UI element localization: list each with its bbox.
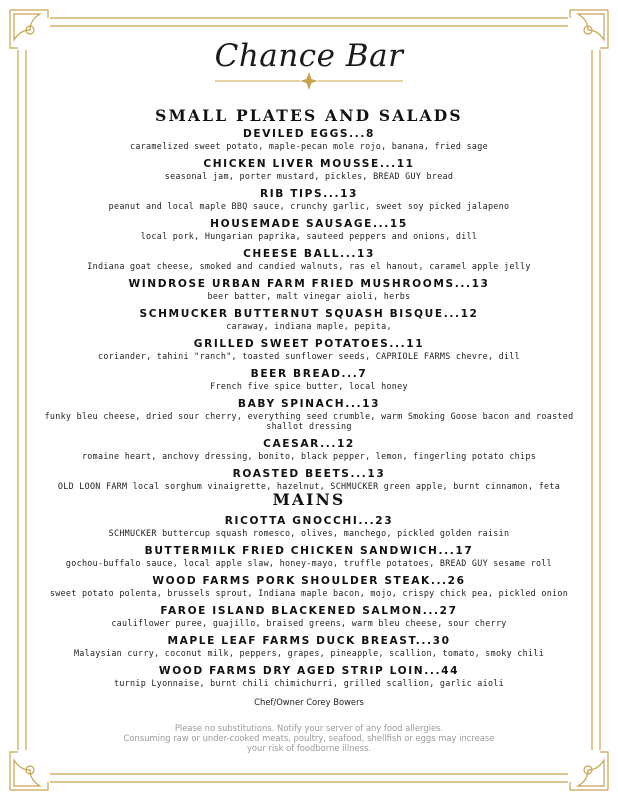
- menu-item-description: Indiana goat cheese, smoked and candied walnuts, ras el hanout, caramel apple jelly: [87, 261, 531, 271]
- menu-item-name: WINDROSE URBAN FARM FRIED MUSHROOMS...13: [128, 278, 490, 290]
- menu-item-name: BUTTERMILK FRIED CHICKEN SANDWICH...17: [144, 545, 474, 557]
- menu-item-description: caramelized sweet potato, maple-pecan mole rojo, banana, fried sage: [130, 141, 488, 151]
- disclaimer-line: your risk of foodborne illness.: [246, 743, 372, 753]
- menu-item-name: WOOD FARMS DRY AGED STRIP LOIN...44: [158, 665, 460, 677]
- disclaimer-line: Please no substitutions. Notify your server of any food allergies.: [174, 723, 444, 733]
- menu-item: [60, 278, 558, 301]
- menu-item: [60, 308, 558, 331]
- menu-item-description: turnip Lyonnaise, burnt chili chimichurri, grilled scallion, garlic aioli: [114, 678, 504, 688]
- menu-item: [60, 188, 558, 211]
- menu-item-name: CHEESE BALL...13: [243, 248, 375, 260]
- menu-item: [60, 515, 558, 538]
- menu-item-description: caraway, indiana maple, pepita,: [226, 321, 392, 331]
- section-title-small-plates: SMALL PLATES AND SALADS: [155, 106, 463, 125]
- menu-item-name: SCHMUCKER BUTTERNUT SQUASH BISQUE...12: [139, 308, 479, 320]
- menu-item-description: gochou-buffalo sauce, local apple slaw, honey-mayo, truffle potatoes, BREAD GUY sesame roll: [65, 558, 553, 568]
- menu-item: [60, 218, 558, 241]
- menu-item-description: local pork, Hungarian paprika, sauteed peppers and onions, dill: [140, 231, 478, 241]
- menu-item-description: beer batter, malt vinegar aioli, herbs: [207, 291, 411, 301]
- menu-item-description: OLD LOON FARM local sorghum vinaigrette, hazelnut, SCHMUCKER green apple, burnt cinnamon, feta: [57, 481, 561, 491]
- menu-item-name: CHICKEN LIVER MOUSSE...11: [203, 158, 415, 170]
- menu-item-description: romaine heart, anchovy dressing, bonito, black pepper, lemon, fingerling potato chips: [81, 451, 537, 461]
- corner-ornament-bottom-left: [10, 752, 48, 790]
- menu-item: [60, 665, 558, 688]
- star-ornament-icon: [300, 72, 318, 90]
- small-plates-list: [44, 128, 574, 498]
- menu-item-description: SCHMUCKER buttercup squash romesco, olives, manchego, pickled golden raisin: [108, 528, 510, 538]
- menu-item-name: CAESAR...12: [263, 438, 355, 450]
- menu-item-name: HOUSEMADE SAUSAGE...15: [210, 218, 408, 230]
- disclaimer-line: Consuming raw or under-cooked meats, poultry, seafood, shellfish or eggs may increase: [123, 733, 495, 743]
- menu-item-name: GRILLED SWEET POTATOES...11: [193, 338, 425, 350]
- menu-item-description: coriander, tahini "ranch", toasted sunflower seeds, CAPRIOLE FARMS chevre, dill: [97, 351, 521, 361]
- menu-item-description: Malaysian curry, coconut milk, peppers, grapes, pineapple, scallion, tomato, smoky chili: [73, 648, 545, 658]
- title-divider: [215, 72, 403, 90]
- menu-item-description: seasonal jam, porter mustard, pickles, BREAD GUY bread: [164, 171, 454, 181]
- mains-list: [49, 515, 569, 695]
- menu-item: [57, 468, 561, 491]
- menu-item-name: DEVILED EGGS...8: [243, 128, 375, 140]
- menu-item-name: ROASTED BEETS...13: [232, 468, 386, 480]
- menu-item-name: MAPLE LEAF FARMS DUCK BREAST...30: [167, 635, 451, 647]
- menu-item-name: RICOTTA GNOCCHI...23: [224, 515, 394, 527]
- menu-item: [44, 398, 574, 431]
- menu-item: [60, 438, 558, 461]
- corner-ornament-bottom-right: [570, 752, 608, 790]
- menu-item: [60, 368, 558, 391]
- menu-item: [60, 128, 558, 151]
- menu-item: [60, 158, 558, 181]
- menu-item-name: BEER BREAD...7: [250, 368, 368, 380]
- menu-item: [60, 545, 558, 568]
- menu-item: [60, 605, 558, 628]
- menu-item-description: funky bleu cheese, dried sour cherry, everything seed crumble, warm Smoking Goose bacon and roasted shallot dressing: [44, 411, 574, 431]
- menu-item: [60, 635, 558, 658]
- menu-item-name: WOOD FARMS PORK SHOULDER STEAK...26: [152, 575, 466, 587]
- restaurant-title: Chance Bar: [214, 38, 404, 74]
- menu-item-description: sweet potato polenta, brussels sprout, Indiana maple bacon, mojo, crispy chick pea, pickled onion: [49, 588, 569, 598]
- menu-item: [49, 575, 569, 598]
- menu-item-name: BABY SPINACH...13: [237, 398, 381, 410]
- chef-credit: Chef/Owner Corey Bowers: [254, 697, 364, 707]
- menu-item-description: cauliflower puree, guajillo, braised greens, warm bleu cheese, sour cherry: [111, 618, 507, 628]
- menu-item-name: RIB TIPS...13: [259, 188, 359, 200]
- menu-item-name: FAROE ISLAND BLACKENED SALMON...27: [160, 605, 458, 617]
- menu-item: [60, 248, 558, 271]
- menu-item-description: peanut and local maple BBQ sauce, crunchy garlic, sweet soy picked jalapeno: [108, 201, 510, 211]
- menu-item-description: French five spice butter, local honey: [210, 381, 408, 391]
- section-title-mains: MAINS: [272, 490, 346, 509]
- allergy-disclaimer: [90, 723, 528, 753]
- menu-item: [60, 338, 558, 361]
